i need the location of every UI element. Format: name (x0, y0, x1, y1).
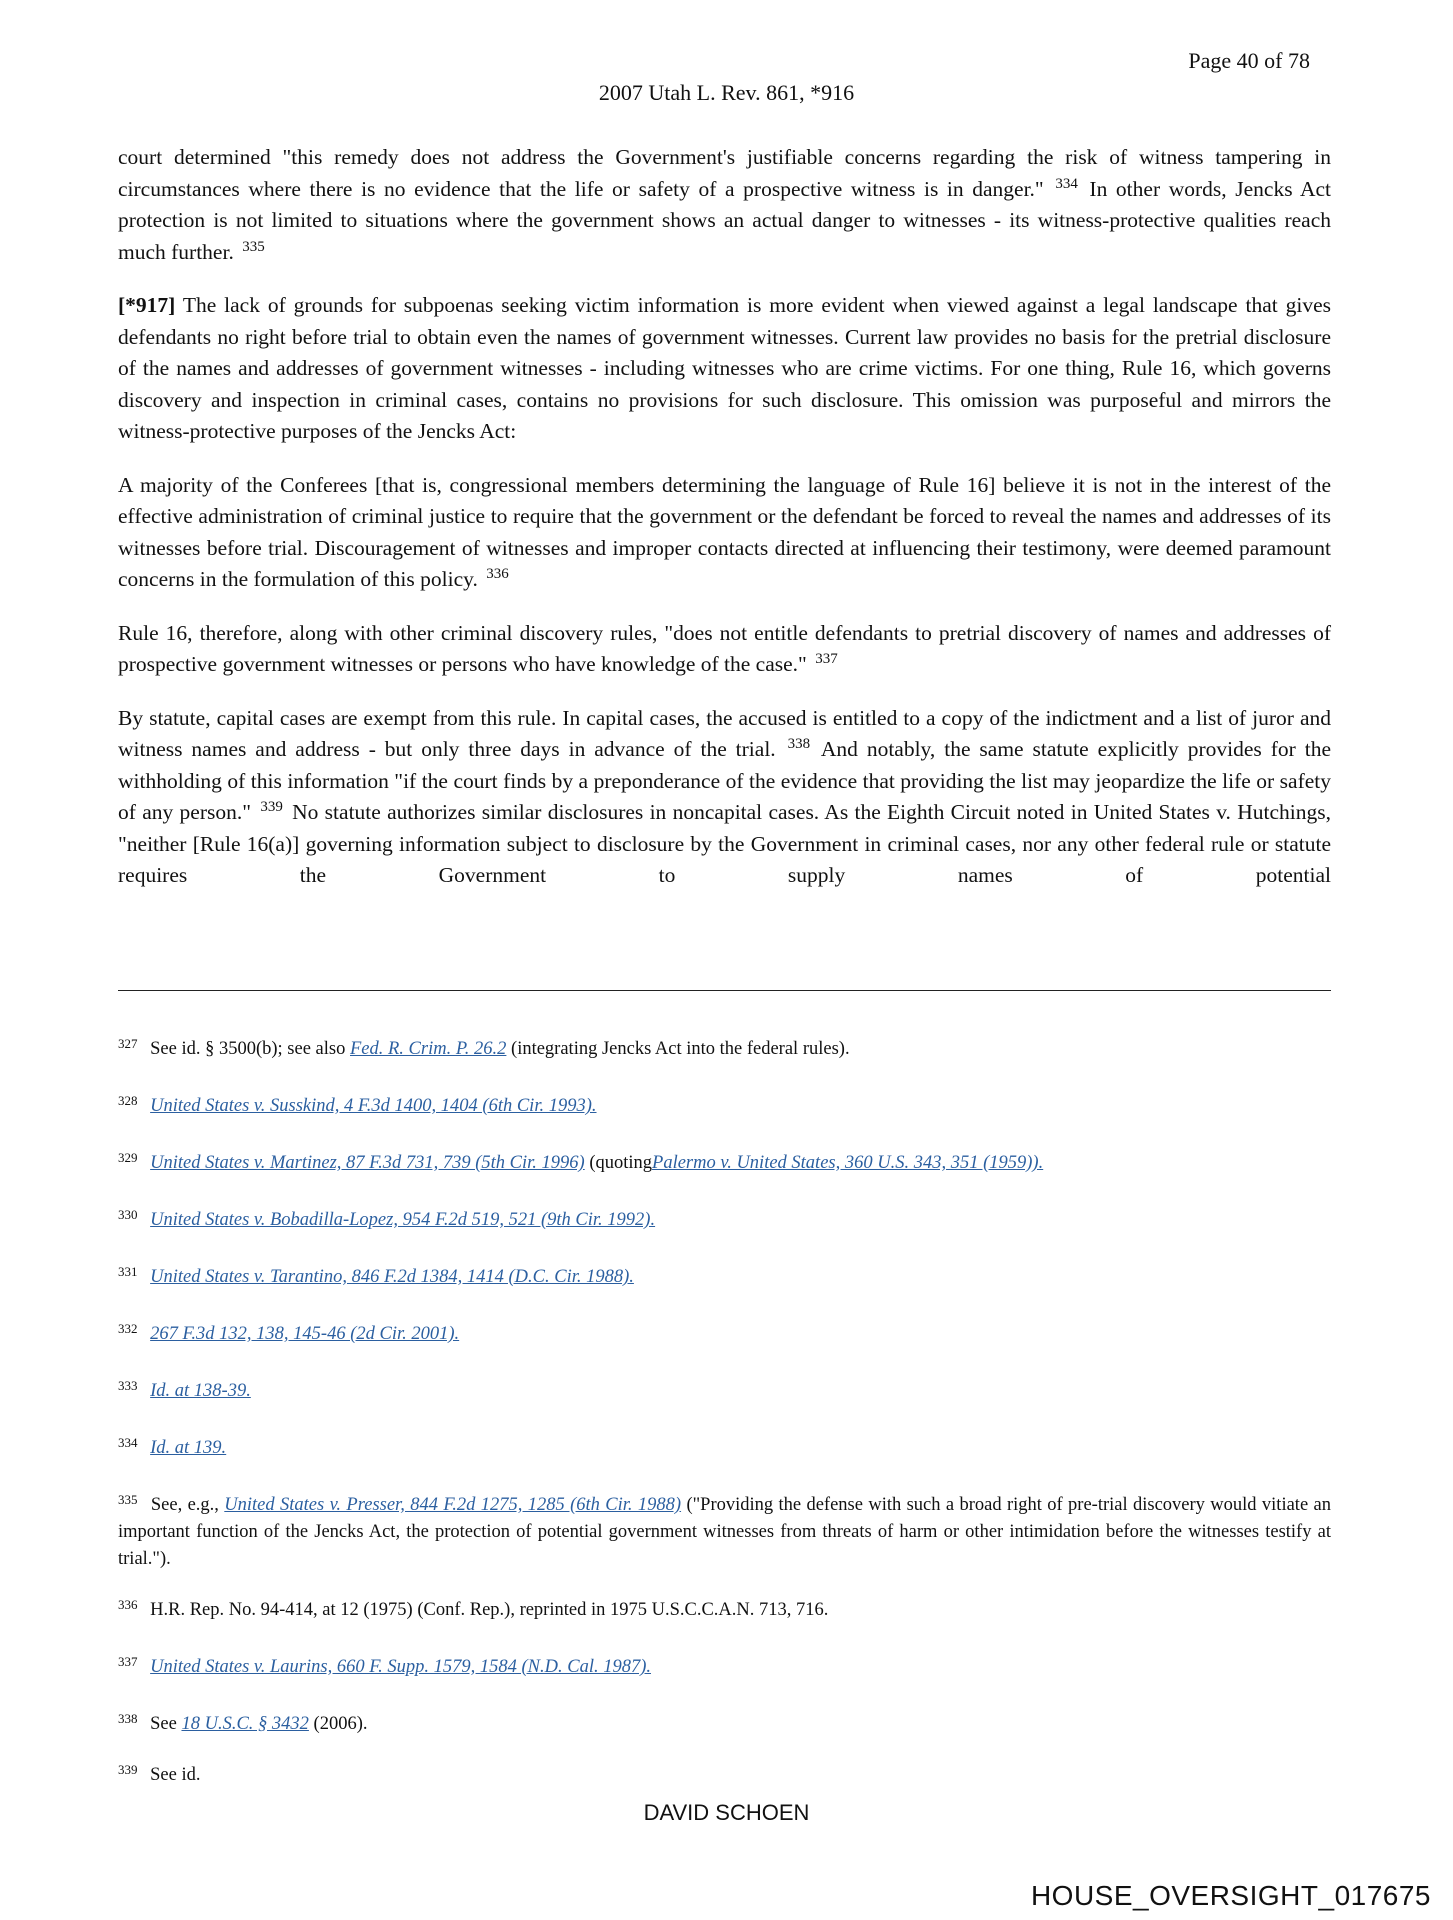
footnote-ref-335[interactable]: 335 (242, 238, 265, 255)
citation-link[interactable]: Id. at 139. (150, 1438, 227, 1458)
footnote-329 (118, 1150, 1331, 1177)
footnote-text: ("Providing the defense with such a broad right of pre-trial discovery would vitiate an important function of the Jencks Act, the protection of potential government witnesses from threats of harm or other intimidation before the witnesses testify at trial."). (118, 1495, 1331, 1569)
footnote-text: (quoting (589, 1153, 653, 1173)
citation-link[interactable]: United States v. Martinez, 87 F.3d 731, 739 (5th Cir. 1996) (150, 1153, 585, 1173)
text: In other words, Jencks Act protection is not limited to situations where the government shows an actual danger to witnesses - its witness-protective qualities reach much further. (118, 176, 1332, 264)
footnote-text: (integrating Jencks Act into the federal rules). (511, 1039, 850, 1059)
footnote-336 (118, 1597, 1331, 1624)
paragraph-4 (118, 618, 1331, 681)
footnote-number: 337 (118, 1654, 138, 1669)
citation-link[interactable]: United States v. Tarantino, 846 F.2d 1384, 1414 (D.C. Cir. 1988). (150, 1267, 634, 1287)
footnote-334 (118, 1435, 1331, 1462)
footnote-number: 334 (118, 1435, 138, 1450)
text: And notably, the same statute explicitly provides for the withholding of this information "if the court finds by a preponderance of the evidence that providing the list may jeopardize the life or safety of any person." (118, 737, 1331, 824)
footnote-337 (118, 1654, 1331, 1681)
footnote-number: 333 (118, 1378, 138, 1393)
text: Rule 16, therefore, along with other criminal discovery rules, "does not entitle defendants to pretrial discovery of names and addresses of prospective government witnesses or persons who have knowledge of the case." (118, 620, 1331, 676)
footnote-text: (2006). (313, 1714, 368, 1734)
citation-link[interactable]: 18 U.S.C. § 3432 (181, 1714, 309, 1734)
footnote-number: 329 (118, 1150, 138, 1165)
footnote-number: 336 (118, 1597, 138, 1612)
paragraph-2 (118, 290, 1331, 448)
page-number: Page 40 of 78 (1188, 48, 1310, 73)
footnote-text: See (150, 1714, 177, 1734)
footnote-number: 332 (118, 1321, 138, 1336)
star-page-marker: [*917] (118, 293, 176, 317)
footnote-number: 339 (118, 1762, 138, 1777)
footnote-330 (118, 1207, 1331, 1234)
footer-author: DAVID SCHOEN (643, 1800, 810, 1825)
footnote-331 (118, 1264, 1331, 1291)
footnote-number: 331 (118, 1264, 138, 1279)
paragraph-1 (118, 142, 1331, 268)
bates-number: HOUSE_OVERSIGHT_017675 (1030, 1880, 1431, 1911)
footnote-339 (118, 1762, 1331, 1789)
footnote-332 (118, 1321, 1331, 1348)
citation-link[interactable]: Id. at 138-39. (150, 1381, 251, 1401)
footnote-ref-339[interactable]: 339 (260, 799, 283, 815)
footnote-text: See id. § 3500(b); see also (150, 1039, 346, 1059)
footnote-text: H.R. Rep. No. 94-414, at 12 (1975) (Conf. Rep.), reprinted in 1975 U.S.C.C.A.N. 713, 716. (150, 1600, 829, 1620)
footnote-text: See id. (150, 1765, 201, 1785)
text: court determined "this remedy does not address the Government's justifiable concerns regarding the risk of witness tampering in circumstances where there is no evidence that the life or safety of a prospective witness is in danger." (118, 145, 1331, 201)
main-body-text (118, 142, 1331, 914)
footnote-number: 328 (118, 1093, 138, 1108)
footnote-338 (118, 1711, 1331, 1738)
paragraph-3-block-quote (118, 470, 1331, 596)
citation-link[interactable]: United States v. Laurins, 660 F. Supp. 1579, 1584 (N.D. Cal. 1987). (150, 1657, 651, 1677)
footnote-number: 335 (118, 1492, 138, 1507)
footnote-ref-334[interactable]: 334 (1055, 175, 1078, 192)
footnote-text: See, e.g., (150, 1495, 219, 1515)
footnote-333 (118, 1378, 1331, 1405)
citation-link[interactable]: Fed. R. Crim. P. 26.2 (350, 1039, 507, 1059)
footnote-number: 338 (118, 1711, 138, 1726)
text: The lack of grounds for subpoenas seeking victim information is more evident when viewed against a legal landscape that gives defendants no right before trial to obtain even the names of government witnesses. Current law provides no basis for the pretrial disclosure of the names and addresses of government witnesses - including witnesses who are crime victims. For one thing, Rule 16, which governs discovery and inspection in criminal cases, contains no provisions for such disclosure. This omission was purposeful and mirrors the witness-protective purposes of the Jencks Act: (118, 293, 1331, 443)
footnote-ref-336[interactable]: 336 (486, 566, 509, 582)
running-header-citation: 2007 Utah L. Rev. 861, *916 (598, 80, 855, 105)
citation-link[interactable]: 267 F.3d 132, 138, 145-46 (2d Cir. 2001). (150, 1324, 460, 1344)
footnote-ref-338[interactable]: 338 (787, 736, 811, 752)
footnote-number: 330 (118, 1207, 138, 1222)
citation-link[interactable]: United States v. Bobadilla-Lopez, 954 F.2d 519, 521 (9th Cir. 1992). (150, 1210, 656, 1230)
footnote-ref-337[interactable]: 337 (815, 651, 838, 667)
citation-link[interactable]: United States v. Susskind, 4 F.3d 1400, 1404 (6th Cir. 1993). (150, 1096, 597, 1116)
footnote-335 (118, 1492, 1331, 1573)
footnote-328 (118, 1093, 1331, 1120)
citation-link[interactable]: United States v. Presser, 844 F.2d 1275, 1285 (6th Cir. 1988) (224, 1495, 682, 1515)
footnote-divider (118, 990, 1331, 991)
text: No statute authorizes similar disclosures in noncapital cases. As the Eighth Circuit noted in United States v. Hutchings, "neither [Rule 16(a)] governing information subject to disclosure by the Government in criminal cases, nor any other federal rule or statute requires the Government to supply names of potential (118, 800, 1331, 887)
footnotes (118, 1036, 1331, 1819)
footnote-327 (118, 1036, 1331, 1063)
citation-link[interactable]: Palermo v. United States, 360 U.S. 343, 351 (1959)). (652, 1153, 1044, 1173)
text: By statute, capital cases are exempt from this rule. In capital cases, the accused is entitled to a copy of the indictment and a list of juror and witness names and address - but only three days in advance of the trial. (118, 705, 1331, 761)
text: A majority of the Conferees [that is, congressional members determining the language of Rule 16] believe it is not in the interest of the effective administration of criminal justice to require that the government or the defendant be forced to reveal the names and addresses of its witnesses before trial. Discouragement of witnesses and improper contacts directed at influencing their testimony, were deemed paramount concerns in the formulation of this policy. (118, 472, 1331, 591)
paragraph-5 (118, 703, 1331, 892)
footnote-number: 327 (118, 1036, 138, 1051)
